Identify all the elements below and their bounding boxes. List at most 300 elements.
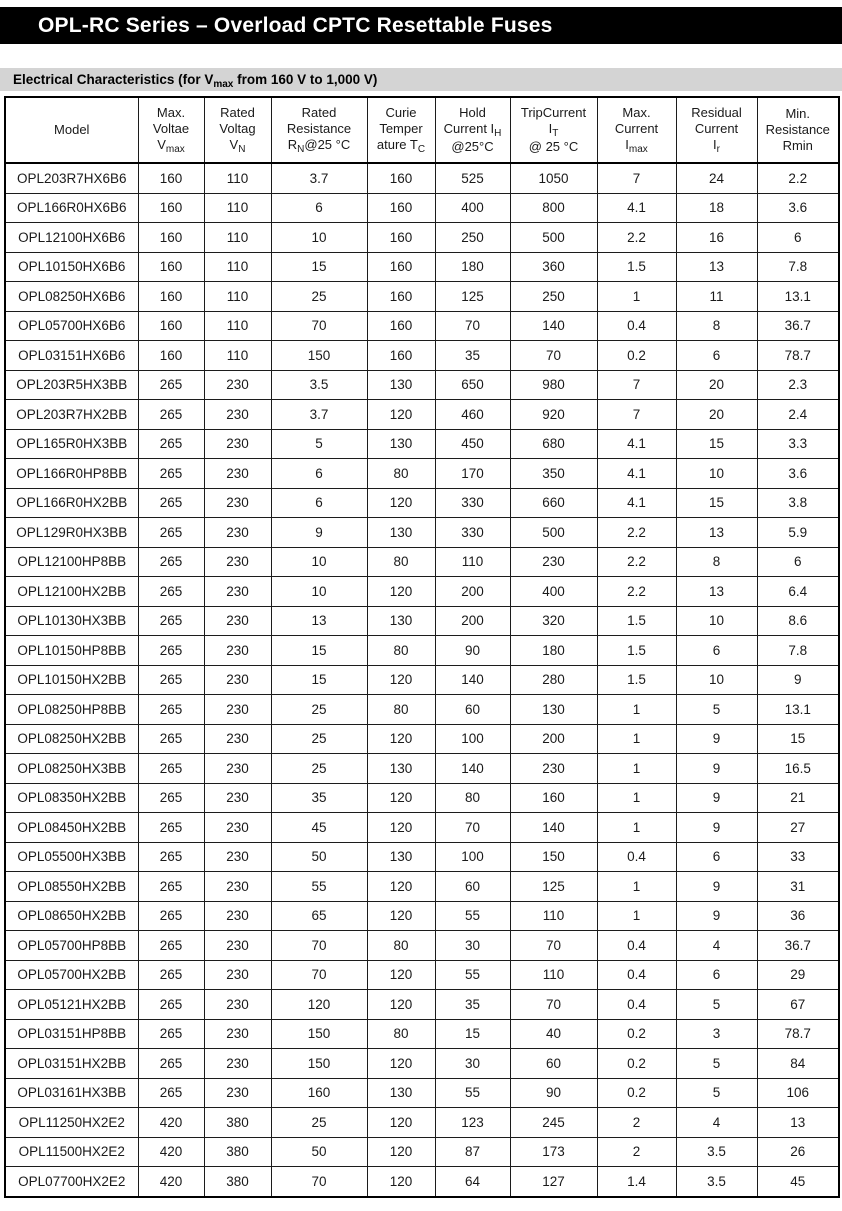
value-cell: 25 [271,754,367,784]
value-cell: 265 [138,488,204,518]
value-cell: 120 [367,400,435,430]
value-cell: 10 [676,459,757,489]
value-cell: 13 [676,577,757,607]
title-bar [0,7,842,44]
value-cell: 110 [510,960,597,990]
value-cell: 1 [597,754,676,784]
value-cell: 80 [367,695,435,725]
value-cell: 500 [510,518,597,548]
value-cell: 265 [138,459,204,489]
value-cell: 245 [510,1108,597,1138]
value-cell: 15 [271,636,367,666]
value-cell: 265 [138,606,204,636]
value-cell: 230 [204,990,271,1020]
value-cell: 230 [204,1078,271,1108]
value-cell: 0.2 [597,341,676,371]
value-cell: 2.4 [757,400,839,430]
value-cell: 0.4 [597,311,676,341]
value-cell: 2.2 [597,547,676,577]
value-cell: 5 [271,429,367,459]
value-cell: 15 [271,665,367,695]
value-cell: 525 [435,163,510,193]
model-cell: OPL08250HX6B6 [5,282,138,312]
value-cell: 1 [597,872,676,902]
table-row [5,1019,839,1049]
value-cell: 31 [757,872,839,902]
model-cell: OPL08450HX2BB [5,813,138,843]
value-cell: 0.4 [597,842,676,872]
value-cell: 0.4 [597,960,676,990]
model-cell: OPL12100HX6B6 [5,223,138,253]
table-row [5,429,839,459]
value-cell: 36.7 [757,931,839,961]
value-cell: 230 [204,518,271,548]
table-row [5,341,839,371]
value-cell: 130 [367,754,435,784]
value-cell: 4.1 [597,459,676,489]
value-cell: 265 [138,1019,204,1049]
value-cell: 5 [676,990,757,1020]
value-cell: 10 [271,547,367,577]
value-cell: 9 [676,724,757,754]
value-cell: 120 [367,1049,435,1079]
value-cell: 60 [435,872,510,902]
value-cell: 380 [204,1137,271,1167]
value-cell: 320 [510,606,597,636]
value-cell: 130 [367,1078,435,1108]
model-cell: OPL10150HX2BB [5,665,138,695]
value-cell: 50 [271,1137,367,1167]
value-cell: 160 [138,311,204,341]
value-cell: 330 [435,518,510,548]
table-row [5,901,839,931]
value-cell: 200 [435,577,510,607]
value-cell: 160 [367,193,435,223]
value-cell: 1 [597,813,676,843]
value-cell: 230 [204,754,271,784]
value-cell: 50 [271,842,367,872]
value-cell: 160 [510,783,597,813]
value-cell: 120 [367,813,435,843]
value-cell: 13 [676,252,757,282]
value-cell: 70 [271,960,367,990]
value-cell: 13.1 [757,695,839,725]
value-cell: 16.5 [757,754,839,784]
value-cell: 3.6 [757,193,839,223]
table-row [5,223,839,253]
value-cell: 6.4 [757,577,839,607]
value-cell: 6 [676,636,757,666]
value-cell: 70 [435,311,510,341]
model-cell: OPL05700HX6B6 [5,311,138,341]
col-header-imax: Max. Current $I_{max}$ [597,97,676,163]
value-cell: 55 [271,872,367,902]
value-cell: 230 [204,488,271,518]
table-row [5,488,839,518]
value-cell: 230 [204,370,271,400]
value-cell: 173 [510,1137,597,1167]
model-cell: OPL05121HX2BB [5,990,138,1020]
value-cell: 36 [757,901,839,931]
table-row [5,400,839,430]
value-cell: 230 [204,724,271,754]
value-cell: 13.1 [757,282,839,312]
value-cell: 160 [367,311,435,341]
model-cell: OPL165R0HX3BB [5,429,138,459]
value-cell: 160 [138,252,204,282]
table-row [5,724,839,754]
value-cell: 3.5 [271,370,367,400]
value-cell: 265 [138,813,204,843]
value-cell: 265 [138,901,204,931]
model-cell: OPL166R0HP8BB [5,459,138,489]
value-cell: 125 [510,872,597,902]
page-title: OPL-RC Series – Overload CPTC Resettable Fuses [38,13,553,37]
value-cell: 420 [138,1137,204,1167]
value-cell: 4 [676,1108,757,1138]
value-cell: 3.5 [676,1137,757,1167]
value-cell: 230 [204,1019,271,1049]
value-cell: 6 [676,842,757,872]
value-cell: 1.5 [597,252,676,282]
value-cell: 380 [204,1167,271,1197]
value-cell: 9 [757,665,839,695]
value-cell: 130 [367,370,435,400]
value-cell: 230 [204,842,271,872]
value-cell: 55 [435,901,510,931]
value-cell: 150 [271,341,367,371]
value-cell: 265 [138,872,204,902]
section-heading: Electrical Characteristics (for $V_{max}$ from 160 V to 1,000 V) [13,72,378,90]
value-cell: 3.7 [271,400,367,430]
value-cell: 7 [597,163,676,193]
col-header-rmin: Min. Resistance Rmin [757,97,839,163]
value-cell: 7 [597,400,676,430]
value-cell: 0.2 [597,1078,676,1108]
value-cell: 160 [367,163,435,193]
value-cell: 1.4 [597,1167,676,1197]
model-cell: OPL166R0HX6B6 [5,193,138,223]
table-row [5,990,839,1020]
value-cell: 120 [367,488,435,518]
value-cell: 265 [138,960,204,990]
value-cell: 25 [271,282,367,312]
value-cell: 230 [204,960,271,990]
value-cell: 64 [435,1167,510,1197]
value-cell: 55 [435,1078,510,1108]
value-cell: 230 [204,547,271,577]
table-row [5,1049,839,1079]
value-cell: 230 [204,901,271,931]
model-cell: OPL03151HP8BB [5,1019,138,1049]
model-cell: OPL07700HX2E2 [5,1167,138,1197]
col-header-hold-ih: Hold Current $I_H$ @25°C [435,97,510,163]
model-cell: OPL08250HX3BB [5,754,138,784]
value-cell: 160 [138,282,204,312]
value-cell: 160 [138,223,204,253]
value-cell: 65 [271,901,367,931]
value-cell: 110 [204,193,271,223]
value-cell: 7 [597,370,676,400]
header-row [5,97,839,163]
value-cell: 25 [271,724,367,754]
value-cell: 110 [204,252,271,282]
value-cell: 265 [138,783,204,813]
value-cell: 21 [757,783,839,813]
value-cell: 9 [271,518,367,548]
value-cell: 45 [757,1167,839,1197]
value-cell: 1 [597,695,676,725]
col-header-model: Model [5,97,138,163]
table-row [5,1108,839,1138]
value-cell: 80 [367,931,435,961]
table-row [5,311,839,341]
value-cell: 6 [757,223,839,253]
value-cell: 265 [138,695,204,725]
value-cell: 70 [271,311,367,341]
model-cell: OPL05500HX3BB [5,842,138,872]
value-cell: 350 [510,459,597,489]
table-row [5,252,839,282]
value-cell: 160 [138,193,204,223]
table-row [5,459,839,489]
value-cell: 200 [435,606,510,636]
value-cell: 120 [367,1108,435,1138]
value-cell: 330 [435,488,510,518]
value-cell: 27 [757,813,839,843]
value-cell: 265 [138,842,204,872]
table-row [5,783,839,813]
section-heading-subscript: max [213,79,234,90]
value-cell: 280 [510,665,597,695]
model-cell: OPL10150HX6B6 [5,252,138,282]
table-row [5,163,839,193]
value-cell: 9 [676,813,757,843]
value-cell: 230 [204,931,271,961]
value-cell: 11 [676,282,757,312]
col-header-ir: Residual Current $I_r$ [676,97,757,163]
value-cell: 15 [271,252,367,282]
model-cell: OPL12100HX2BB [5,577,138,607]
value-cell: 70 [271,1167,367,1197]
model-cell: OPL08550HX2BB [5,872,138,902]
value-cell: 9 [676,901,757,931]
value-cell: 127 [510,1167,597,1197]
value-cell: 380 [204,1108,271,1138]
value-cell: 230 [204,695,271,725]
model-cell: OPL03151HX2BB [5,1049,138,1079]
value-cell: 70 [271,931,367,961]
value-cell: 460 [435,400,510,430]
value-cell: 6 [676,341,757,371]
value-cell: 180 [510,636,597,666]
value-cell: 230 [204,1049,271,1079]
value-cell: 265 [138,931,204,961]
value-cell: 150 [510,842,597,872]
value-cell: 200 [510,724,597,754]
value-cell: 3.7 [271,163,367,193]
value-cell: 80 [367,459,435,489]
value-cell: 6 [757,547,839,577]
table-row [5,960,839,990]
value-cell: 920 [510,400,597,430]
value-cell: 110 [435,547,510,577]
value-cell: 680 [510,429,597,459]
value-cell: 230 [204,872,271,902]
value-cell: 18 [676,193,757,223]
value-cell: 230 [510,547,597,577]
value-cell: 1.5 [597,665,676,695]
value-cell: 120 [367,665,435,695]
value-cell: 265 [138,1049,204,1079]
value-cell: 2.2 [597,223,676,253]
value-cell: 150 [271,1049,367,1079]
value-cell: 120 [367,960,435,990]
value-cell: 5 [676,1049,757,1079]
value-cell: 15 [676,488,757,518]
value-cell: 9 [676,872,757,902]
value-cell: 130 [367,518,435,548]
model-cell: OPL05700HX2BB [5,960,138,990]
table-row [5,193,839,223]
value-cell: 1 [597,783,676,813]
model-cell: OPL203R7HX2BB [5,400,138,430]
value-cell: 265 [138,1078,204,1108]
value-cell: 1050 [510,163,597,193]
value-cell: 230 [204,577,271,607]
value-cell: 15 [757,724,839,754]
value-cell: 230 [204,813,271,843]
value-cell: 110 [204,311,271,341]
value-cell: 3.3 [757,429,839,459]
value-cell: 87 [435,1137,510,1167]
value-cell: 15 [676,429,757,459]
value-cell: 230 [204,606,271,636]
value-cell: 230 [204,783,271,813]
value-cell: 110 [510,901,597,931]
value-cell: 45 [271,813,367,843]
value-cell: 160 [367,341,435,371]
value-cell: 2 [597,1108,676,1138]
col-header-trip-it: TripCurrent $I_T$ @ 25 °C [510,97,597,163]
value-cell: 30 [435,931,510,961]
value-cell: 980 [510,370,597,400]
value-cell: 80 [367,547,435,577]
table-row [5,370,839,400]
value-cell: 120 [367,783,435,813]
value-cell: 160 [138,341,204,371]
table-row [5,1078,839,1108]
value-cell: 3.8 [757,488,839,518]
model-cell: OPL05700HP8BB [5,931,138,961]
value-cell: 0.2 [597,1019,676,1049]
value-cell: 90 [510,1078,597,1108]
value-cell: 500 [510,223,597,253]
value-cell: 2.3 [757,370,839,400]
value-cell: 7.8 [757,252,839,282]
value-cell: 40 [510,1019,597,1049]
value-cell: 35 [271,783,367,813]
value-cell: 130 [367,606,435,636]
model-cell: OPL203R7HX6B6 [5,163,138,193]
value-cell: 180 [435,252,510,282]
value-cell: 26 [757,1137,839,1167]
value-cell: 10 [676,606,757,636]
table-row [5,931,839,961]
value-cell: 120 [367,577,435,607]
table-row [5,1137,839,1167]
value-cell: 265 [138,754,204,784]
col-header-vn: Rated Voltag $V_N$ [204,97,271,163]
value-cell: 78.7 [757,1019,839,1049]
value-cell: 230 [204,400,271,430]
value-cell: 230 [204,429,271,459]
value-cell: 1.5 [597,606,676,636]
value-cell: 140 [510,813,597,843]
value-cell: 0.4 [597,931,676,961]
table-row [5,695,839,725]
value-cell: 13 [757,1108,839,1138]
value-cell: 265 [138,990,204,1020]
value-cell: 420 [138,1167,204,1197]
value-cell: 160 [367,282,435,312]
value-cell: 3.6 [757,459,839,489]
model-cell: OPL203R5HX3BB [5,370,138,400]
value-cell: 4.1 [597,488,676,518]
value-cell: 265 [138,518,204,548]
value-cell: 265 [138,429,204,459]
value-cell: 80 [367,1019,435,1049]
value-cell: 60 [510,1049,597,1079]
value-cell: 106 [757,1078,839,1108]
value-cell: 400 [510,577,597,607]
value-cell: 6 [676,960,757,990]
value-cell: 0.2 [597,1049,676,1079]
table-row [5,754,839,784]
value-cell: 25 [271,1108,367,1138]
value-cell: 70 [510,931,597,961]
value-cell: 1 [597,282,676,312]
value-cell: 120 [271,990,367,1020]
value-cell: 265 [138,724,204,754]
value-cell: 250 [435,223,510,253]
value-cell: 150 [271,1019,367,1049]
value-cell: 400 [435,193,510,223]
value-cell: 250 [510,282,597,312]
value-cell: 230 [204,459,271,489]
value-cell: 110 [204,163,271,193]
table-row [5,518,839,548]
table-row [5,282,839,312]
model-cell: OPL10130HX3BB [5,606,138,636]
value-cell: 450 [435,429,510,459]
value-cell: 70 [510,341,597,371]
value-cell: 650 [435,370,510,400]
value-cell: 6 [271,459,367,489]
value-cell: 265 [138,577,204,607]
value-cell: 84 [757,1049,839,1079]
col-header-vmax: Max. Voltae $V_{max}$ [138,97,204,163]
value-cell: 4.1 [597,429,676,459]
value-cell: 160 [367,252,435,282]
table-row [5,636,839,666]
value-cell: 110 [204,282,271,312]
value-cell: 24 [676,163,757,193]
model-cell: OPL129R0HX3BB [5,518,138,548]
value-cell: 70 [435,813,510,843]
value-cell: 800 [510,193,597,223]
value-cell: 1 [597,901,676,931]
